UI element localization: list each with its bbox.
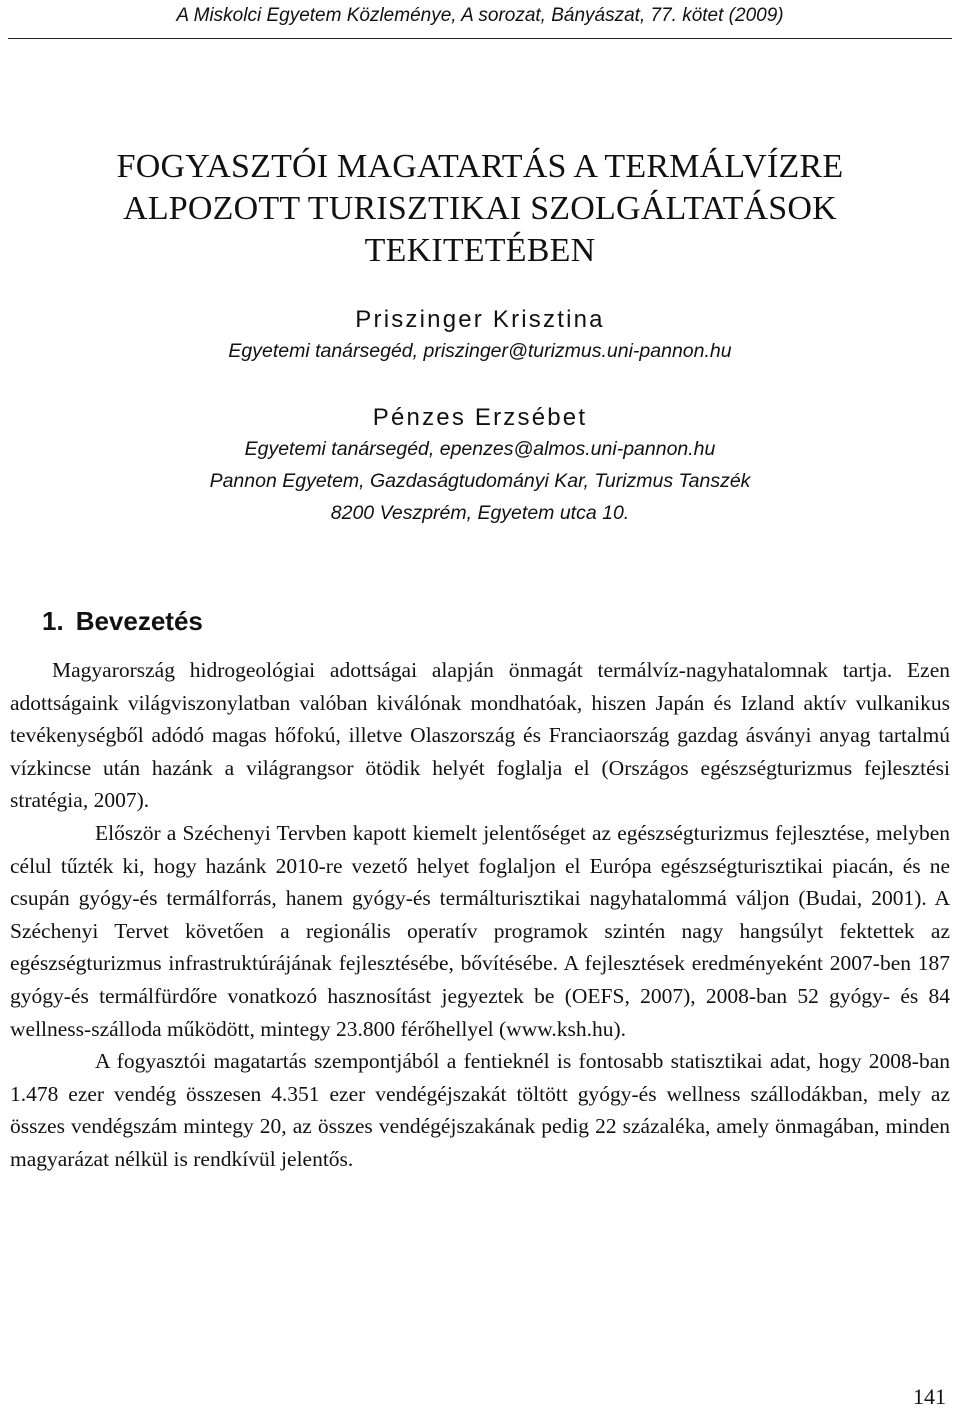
page-number: 141 xyxy=(913,1384,946,1409)
body-text xyxy=(10,654,950,1176)
author-address: 8200 Veszprém, Egyetem utca 10. xyxy=(330,502,630,524)
running-head: A Miskolci Egyetem Közleménye, A sorozat, Bányászat, 77. kötet (2009) xyxy=(176,5,784,26)
paragraph-1: Magyarország hidrogeológiai adottságai alapján önmagát termálvíz-nagyhatalomnak tartja. Ezen adottságaink világviszonylatban valóban kiválónak mondhatóak, hiszen Japán és Izland aktív vulkanikus tevékenységből adódó magas hőfokú, illetve Olaszország és Franciaország gazdag ásványi anyag tartalmú vízkincse után hazánk a világrangsor ötödik helyét foglalja el (Országos egészségturizmus fejlesztési stratégia, 2007). xyxy=(10,658,950,813)
title-line-3: TEKITETÉBEN xyxy=(364,232,596,269)
author-position-email: Egyetemi tanársegéd, priszinger@turizmus.uni-pannon.hu xyxy=(228,340,732,362)
paragraph-2: Először a Széchenyi Tervben kapott kiemelt jelentőséget az egészségturizmus fejlesztése, melyben célul tűzték ki, hogy hazánk 2010-re vezető helyet foglaljon el Európa egészségturisztikai piacán, és ne csupán gyógy-és termálforrás, hanem gyógy-és termálturisztikai nagyhatalommá váljon (Budai, 2001). A Széchenyi Tervet követően a regionális operatív programok szintén nagy hangsúlyt fektettek az egészségturizmus infrastruktúrájának fejlesztésébe, bővítésébe. A fejlesztések eredményeként 2007-ben 187 gyógy-és termálfürdőre vonatkozó hasznosítást jegyeztek be (OEFS, 2007), 2008-ban 52 gyógy- és 84 wellness-szálloda működött, mintegy 23.800 férőhellyel (www.ksh.hu). xyxy=(10,820,950,1041)
article-title xyxy=(0,146,960,272)
author-institution: Pannon Egyetem, Gazdaságtudományi Kar, Turizmus Tanszék xyxy=(209,470,751,492)
header-rule xyxy=(8,38,952,39)
author-block-2 xyxy=(0,403,960,529)
author-block-1 xyxy=(0,305,960,367)
author-name: Priszinger Krisztina xyxy=(355,306,605,333)
section-number: 1. xyxy=(42,606,64,636)
section-heading xyxy=(42,604,203,638)
section-title: Bevezetés xyxy=(75,606,203,636)
author-name: Pénzes Erzsébet xyxy=(372,404,588,431)
title-line-2: ALPOZOTT TURISZTIKAI SZOLGÁLTATÁSOK xyxy=(123,190,837,227)
title-line-1: FOGYASZTÓI MAGATARTÁS A TERMÁLVÍZRE xyxy=(116,148,844,185)
paragraph-3: A fogyasztói magatartás szempontjából a fentieknél is fontosabb statisztikai adat, hogy 2008-ban 1.478 ezer vendég összesen 4.351 ezer vendégéjszakát töltött gyógy-és wellness szállodákban, mely az összes vendégszám mintegy 20, az összes vendégéjszakának pedig 22 százaléka, amely önmagában, minden magyarázat nélkül is rendkívül jelentős. xyxy=(10,1049,950,1171)
author-position-email: Egyetemi tanársegéd, epenzes@almos.uni-pannon.hu xyxy=(244,438,716,460)
